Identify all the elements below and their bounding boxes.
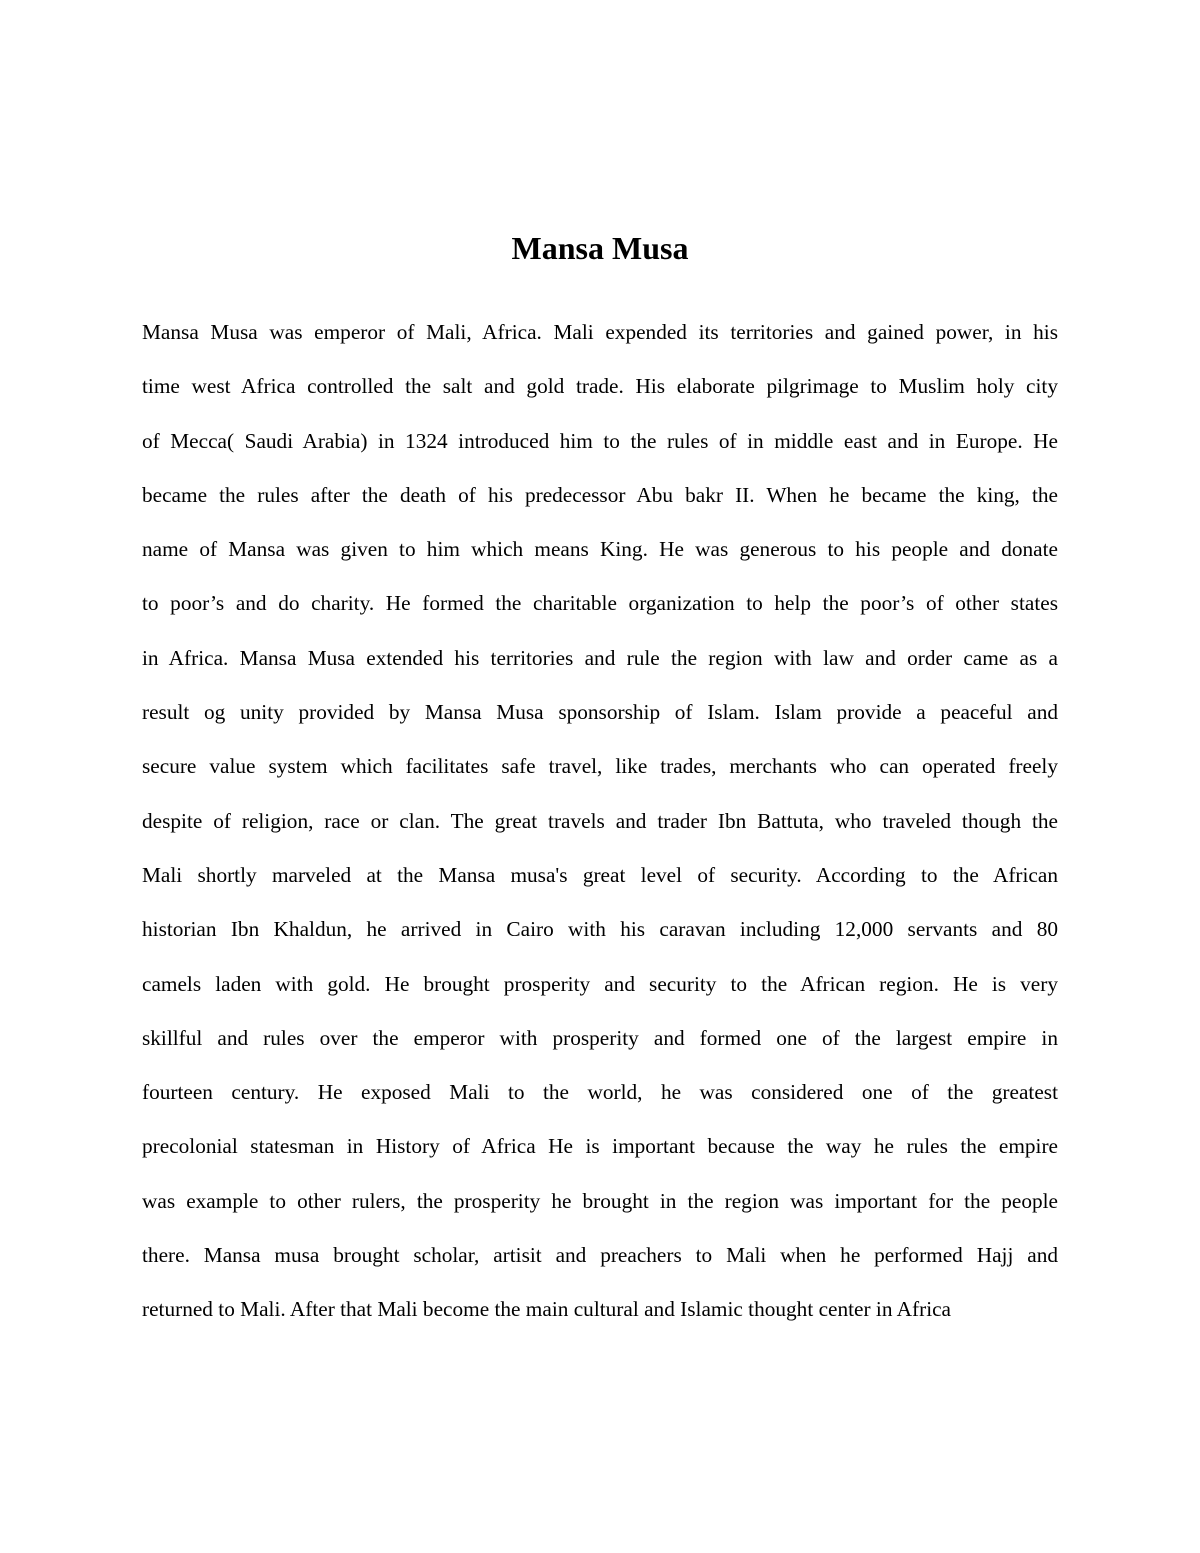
body-paragraph	[142, 305, 1058, 1337]
paragraph-line: fourteen century. He exposed Mali to the world, he was considered one of the greatest	[142, 1080, 1058, 1105]
paragraph-line: Mansa Musa was emperor of Mali, Africa. Mali expended its territories and gained power, in his	[142, 320, 1058, 344]
paragraph-line: there. Mansa musa brought scholar, artisit and preachers to Mali when he performed Hajj and	[142, 1243, 1058, 1268]
paragraph-line: precolonial statesman in History of Africa He is important because the way he rules the empire	[142, 1134, 1058, 1159]
paragraph-line: was example to other rulers, the prosperity he brought in the region was important for the people	[142, 1188, 1058, 1213]
paragraph-line: became the rules after the death of his predecessor Abu bakr II. When he became the king, the	[142, 482, 1058, 507]
paragraph-line: despite of religion, race or clan. The great travels and trader Ibn Battuta, who traveled though the	[142, 808, 1058, 833]
paragraph-line: time west Africa controlled the salt and gold trade. His elaborate pilgrimage to Muslim holy city	[142, 374, 1058, 399]
paragraph-line: skillful and rules over the emperor with prosperity and formed one of the largest empire in	[142, 1025, 1058, 1050]
document-title: Mansa Musa	[511, 230, 689, 266]
paragraph-line: result og unity provided by Mansa Musa sponsorship of Islam. Islam provide a peaceful and	[142, 700, 1058, 725]
paragraph-line: secure value system which facilitates safe travel, like trades, merchants who can operated freely	[142, 754, 1058, 779]
paragraph-line: returned to Mali. After that Mali become the main cultural and Islamic thought center in Africa	[142, 1297, 952, 1322]
paragraph-line: Mali shortly marveled at the Mansa musa's great level of security. According to the African	[142, 862, 1058, 887]
paragraph-line: name of Mansa was given to him which means King. He was generous to his people and donate	[142, 537, 1058, 562]
paragraph-line: in Africa. Mansa Musa extended his territories and rule the region with law and order came as a	[142, 645, 1058, 670]
paragraph-line: camels laden with gold. He brought prosperity and security to the African region. He is very	[142, 971, 1058, 996]
paragraph-line: to poor’s and do charity. He formed the charitable organization to help the poor’s of other states	[142, 591, 1058, 616]
paragraph-line: historian Ibn Khaldun, he arrived in Cairo with his caravan including 12,000 servants and 80	[142, 917, 1058, 942]
paragraph-line: of Mecca( Saudi Arabia) in 1324 introduced him to the rules of in middle east and in Europe. He	[142, 428, 1058, 453]
